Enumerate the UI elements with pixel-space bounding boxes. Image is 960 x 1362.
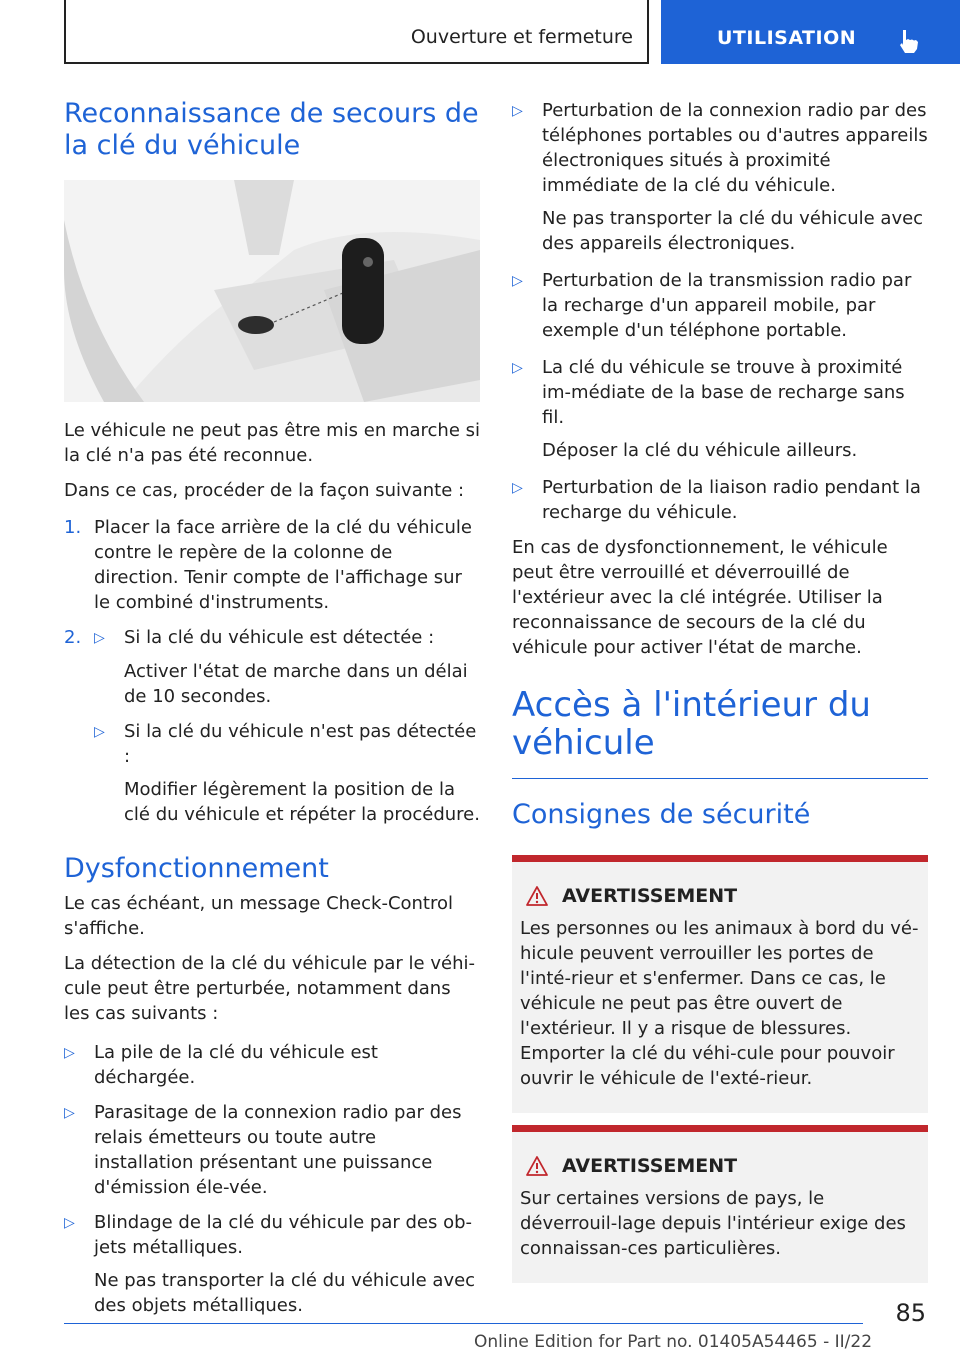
triangle-bullet-icon: ▷ <box>64 1045 75 1061</box>
list-item <box>64 1210 480 1260</box>
warning-triangle-icon <box>526 886 548 906</box>
list-item-text: La clé du véhicule se trouve à proximité im-médiate de la base de recharge sans fil. <box>542 357 905 428</box>
list-item <box>64 1040 480 1090</box>
list-item-detail: Activer l'état de marche dans un délai de 10 secondes. <box>124 661 468 707</box>
section-title-safety: Consignes de sécurité <box>512 799 811 830</box>
triangle-bullet-icon: ▷ <box>512 480 523 496</box>
list-item-text: Blindage de la clé du véhicule par des ob-jets métalliques. <box>94 1212 473 1258</box>
warning-text: Sur certaines versions de pays, le déverrouil-lage depuis l'intérieur exige des connaissan-ces particulières. <box>520 1188 906 1259</box>
list-item-text: Si la clé du véhicule n'est pas détectée : <box>124 721 477 767</box>
pointing-hand-icon <box>895 28 921 54</box>
header-section-box <box>661 0 960 64</box>
triangle-bullet-icon: ▷ <box>94 630 105 646</box>
intro-text-1: Le véhicule ne peut pas être mis en marche si la clé n'a pas été reconnue. <box>64 420 481 466</box>
list-item-text: Si la clé du véhicule est détectée : <box>124 627 435 648</box>
warning-title <box>520 884 920 908</box>
step-2 <box>64 625 480 827</box>
list-item-text: Perturbation de la liaison radio pendant la recharge du véhicule. <box>542 477 921 523</box>
warning-box <box>512 855 928 1113</box>
list-item <box>94 719 480 769</box>
list-item <box>512 475 928 525</box>
header-chapter: Ouverture et fermeture <box>410 26 633 48</box>
footer-divider <box>64 1323 863 1324</box>
section-title-emergency-key: Reconnaissance de secours de la clé du véhicule <box>64 98 479 161</box>
list-item-detail: Ne pas transporter la clé du véhicule avec des appareils électroniques. <box>542 208 924 254</box>
triangle-bullet-icon: ▷ <box>512 360 523 376</box>
divider <box>512 778 928 779</box>
list-item <box>512 268 928 343</box>
list-item-text: Parasitage de la connexion radio par des relais émetteurs ou toute autre installation présentant une puissance d'émission éle-vée. <box>94 1102 462 1198</box>
list-item-detail: Déposer la clé du véhicule ailleurs. <box>542 440 858 461</box>
header-section: UTILISATION <box>717 27 857 49</box>
page-number: 85 <box>895 1299 926 1327</box>
steering-column-key-illustration <box>64 180 480 402</box>
step-text: Placer la face arrière de la clé du véhicule contre le repère de la colonne de direction. Tenir compte de l'affichage sur le combiné d'instruments. <box>94 517 472 613</box>
triangle-bullet-icon: ▷ <box>64 1215 75 1231</box>
warning-box <box>512 1125 928 1283</box>
malfunction-paragraph: En cas de dysfonctionnement, le véhicule peut être verrouillé et déverrouillé de l'extérieur avec la clé intégrée. Utiliser la reconnaissance de secours de la clé du véhicule pour activer l'état de marche. <box>512 537 888 658</box>
warning-title-text: AVERTISSEMENT <box>562 885 738 907</box>
left-column <box>64 98 480 1318</box>
malfunction-text-2: La détection de la clé du véhicule par le véhi-cule peut être perturbée, notamment dans les cas suivants : <box>64 953 475 1024</box>
list-item <box>94 625 480 651</box>
malfunction-text-1: Le cas échéant, un message Check-Control s'affiche. <box>64 893 454 939</box>
header-chapter-box <box>64 0 649 64</box>
list-item <box>64 1100 480 1200</box>
step-number: 2. <box>64 627 82 648</box>
list-item-text: Perturbation de la connexion radio par des téléphones portables ou d'autres appareils électroniques situés à proximité immédiate de la clé du véhicule. <box>542 100 928 196</box>
intro-text-2: Dans ce cas, procéder de la façon suivante : <box>64 480 465 501</box>
list-item <box>512 355 928 430</box>
section-title-malfunction: Dysfonctionnement <box>64 853 329 884</box>
right-column <box>512 98 928 1283</box>
list-item-text: La pile de la clé du véhicule est déchargée. <box>94 1042 378 1088</box>
warning-title <box>520 1154 920 1178</box>
warning-text: Les personnes ou les animaux à bord du vé-hicule peuvent verrouiller les portes de l'inté-rieur et s'enfermer. Dans ce cas, le véhicule ne peut pas être ouvert de l'extérieur. Il y a risque de blessures. Emporter la clé du véhi-cule pour pouvoir ouvrir le véhicule de l'exté-rieur. <box>520 918 919 1089</box>
list-item-detail: Ne pas transporter la clé du véhicule avec des objets métalliques. <box>94 1270 476 1316</box>
list-item <box>512 98 928 198</box>
chapter-title-vehicle-access: Accès à l'intérieur du véhicule <box>512 685 871 763</box>
triangle-bullet-icon: ▷ <box>64 1105 75 1121</box>
step-1 <box>64 515 480 615</box>
warning-title-text: AVERTISSEMENT <box>562 1155 738 1177</box>
triangle-bullet-icon: ▷ <box>94 724 105 740</box>
warning-triangle-icon <box>526 1156 548 1176</box>
edition-note: Online Edition for Part no. 01405A54465 - II/22 <box>474 1332 873 1352</box>
triangle-bullet-icon: ▷ <box>512 103 523 119</box>
step-number: 1. <box>64 517 82 538</box>
triangle-bullet-icon: ▷ <box>512 273 523 289</box>
list-item-detail: Modifier légèrement la position de la clé du véhicule et répéter la procédure. <box>124 779 480 825</box>
list-item-text: Perturbation de la transmission radio par la recharge d'un appareil mobile, par exemple d'un téléphone portable. <box>542 270 912 341</box>
